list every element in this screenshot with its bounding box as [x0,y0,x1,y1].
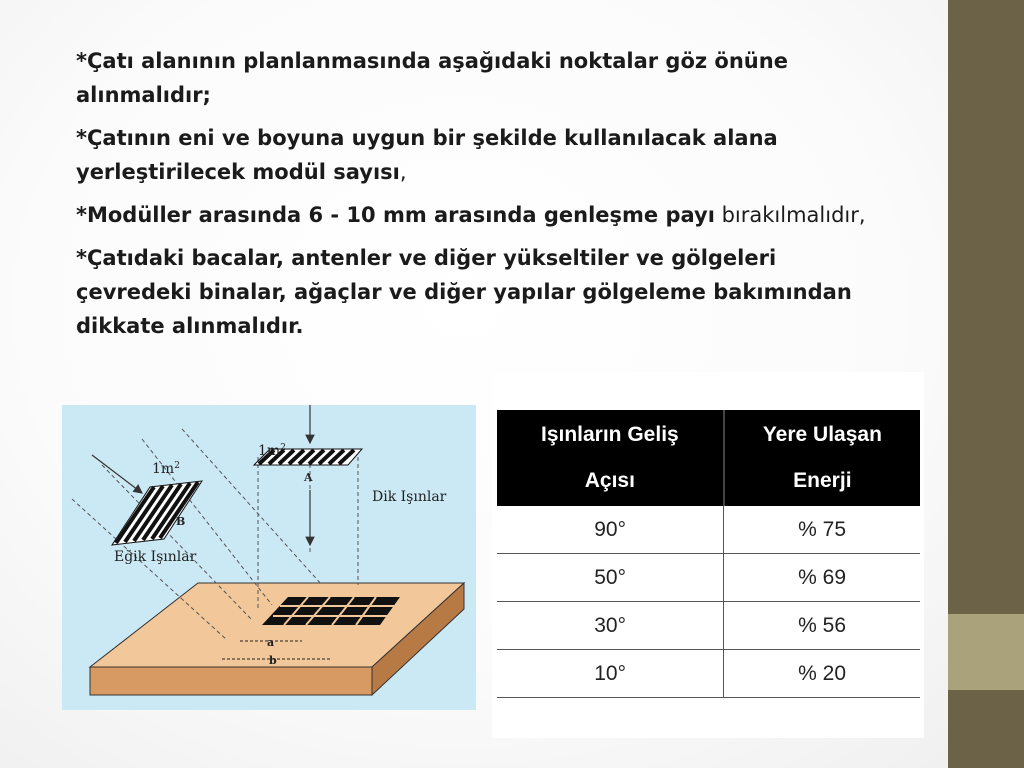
label-dik-isinlar: Dik Işınlar [372,489,447,505]
angle-cell: 50° [497,554,724,602]
angle-cell: 90° [497,506,724,554]
angle-cell: 30° [497,602,724,650]
bullet-list [76,44,876,352]
diagram-svg [62,405,476,710]
energy-cell: % 20 [724,650,920,698]
table-row [497,650,920,698]
energy-table [497,410,920,698]
table-header-row [497,410,920,506]
label-dimension-a: a [267,636,275,649]
roof-slab-front [90,667,372,695]
energy-cell: % 69 [724,554,920,602]
label-b: B [176,515,186,528]
bullet-1: *Çatı alanının planlanmasında aşağıdaki noktalar göz önüne alınmalıdır; [76,49,788,107]
energy-table-panel [492,372,924,738]
label-a-top: A [304,471,313,484]
solar-irradiance-diagram [62,405,476,710]
label-egik-isinlar: Eğik Işınlar [114,549,197,565]
panel-b [112,481,202,545]
energy-cell: % 56 [724,602,920,650]
label-dimension-b: b [269,654,277,667]
energy-cell: % 75 [724,506,920,554]
bullet-3: *Modüller arasında 6 - 10 mm arasında genleşme payı bırakılmalıdır, [76,203,866,227]
table-row [497,506,920,554]
header-energy: Yere Ulaşan Enerji [724,410,920,506]
bullet-4: *Çatıdaki bacalar, antenler ve diğer yükseltiler ve gölgeleri çevredeki binalar, ağaçlar ve diğer yapılar gölgeleme bakımından dikkate alınmalıdır. [76,246,852,338]
table-row [497,602,920,650]
angle-cell: 10° [497,650,724,698]
header-angle: Işınların Geliş Açısı [497,410,724,506]
table-row [497,554,920,602]
oblique-arrow [92,455,142,493]
label-1m2-b: $1m^2$ [152,461,180,477]
decorative-sidebar-accent [948,614,1024,690]
bullet-2: *Çatının eni ve boyuna uygun bir şekilde kullanılacak alana yerleştirilecek modül sayısı, [76,126,778,184]
label-1m2-a: $1m^2$ [258,443,286,459]
